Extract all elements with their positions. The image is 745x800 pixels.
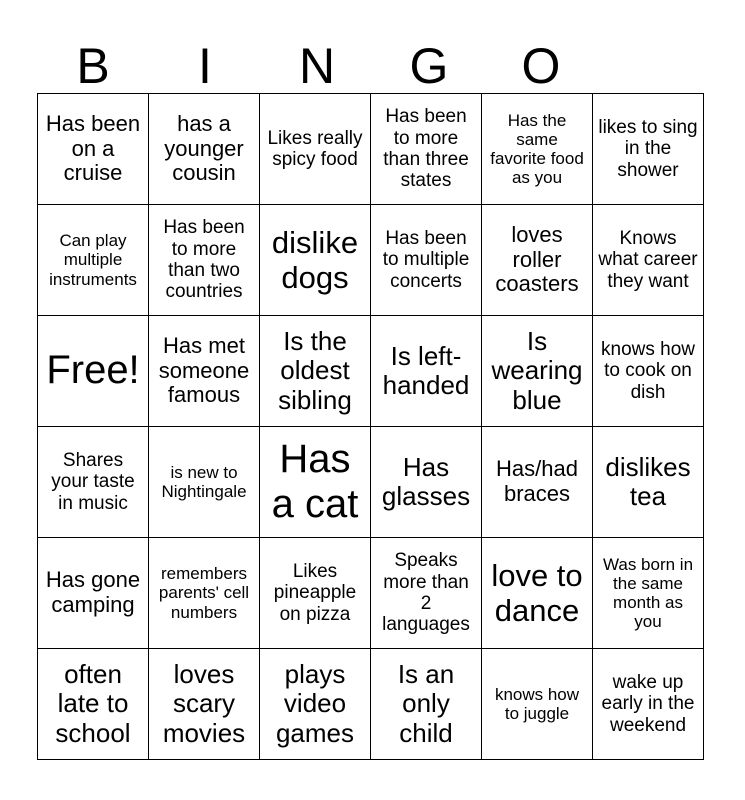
board-row-2 — [38, 205, 704, 316]
header-letter-n: N — [298, 38, 336, 94]
bingo-cell[interactable]: Has a cat — [260, 427, 371, 538]
bingo-cell[interactable]: Is left-handed — [371, 316, 482, 427]
bingo-cell[interactable]: Has been to more than two countries — [149, 205, 260, 316]
header-letter-g: G — [409, 38, 449, 94]
bingo-cell[interactable]: Has been on a cruise — [38, 94, 149, 205]
bingo-cell[interactable]: Is the oldest sibling — [260, 316, 371, 427]
bingo-cell[interactable]: Likes really spicy food — [260, 94, 371, 205]
bingo-cell[interactable]: Was born in the same month as you — [593, 538, 704, 649]
bingo-cell[interactable]: Has been to multiple concerts — [371, 205, 482, 316]
bingo-cell[interactable]: likes to sing in the shower — [593, 94, 704, 205]
header-letter-o: O — [521, 38, 561, 94]
bingo-cell[interactable]: Can play multiple instruments — [38, 205, 149, 316]
bingo-header — [37, 38, 709, 94]
board-row-6 — [38, 649, 704, 760]
bingo-cell[interactable]: Shares your taste in music — [38, 427, 149, 538]
bingo-cell[interactable]: is new to Nightingale — [149, 427, 260, 538]
bingo-cell[interactable]: dislikes tea — [593, 427, 704, 538]
bingo-cell[interactable]: often late to school — [38, 649, 149, 760]
board-row-3 — [38, 316, 704, 427]
bingo-cell[interactable]: Has the same favorite food as you — [482, 94, 593, 205]
bingo-cell[interactable]: Has/had braces — [482, 427, 593, 538]
bingo-cell[interactable]: Has met someone famous — [149, 316, 260, 427]
bingo-cell[interactable]: love to dance — [482, 538, 593, 649]
bingo-cell[interactable]: knows how to cook on dish — [593, 316, 704, 427]
bingo-cell[interactable]: Has been to more than three states — [371, 94, 482, 205]
bingo-cell[interactable]: has a younger cousin — [149, 94, 260, 205]
board-row-5 — [38, 538, 704, 649]
bingo-cell[interactable]: knows how to juggle — [482, 649, 593, 760]
bingo-cell[interactable]: loves roller coasters — [482, 205, 593, 316]
bingo-cell[interactable]: Is wearing blue — [482, 316, 593, 427]
bingo-cell[interactable]: Knows what career they want — [593, 205, 704, 316]
free-space-cell[interactable]: Free! — [38, 316, 149, 427]
bingo-cell[interactable]: Speaks more than 2 languages — [371, 538, 482, 649]
bingo-cell[interactable]: Is an only child — [371, 649, 482, 760]
bingo-cell[interactable]: plays video games — [260, 649, 371, 760]
bingo-cell[interactable]: Likes pineapple on pizza — [260, 538, 371, 649]
bingo-cell[interactable]: wake up early in the weekend — [593, 649, 704, 760]
bingo-cell[interactable]: dislike dogs — [260, 205, 371, 316]
header-letter-b: B — [76, 38, 110, 94]
bingo-cell[interactable]: Has gone camping — [38, 538, 149, 649]
board-row-4 — [38, 427, 704, 538]
bingo-board — [37, 93, 704, 760]
board-row-1 — [38, 94, 704, 205]
bingo-cell[interactable]: loves scary movies — [149, 649, 260, 760]
bingo-cell[interactable]: remembers parents' cell numbers — [149, 538, 260, 649]
header-letter-i: I — [198, 38, 212, 94]
bingo-cell[interactable]: Has glasses — [371, 427, 482, 538]
